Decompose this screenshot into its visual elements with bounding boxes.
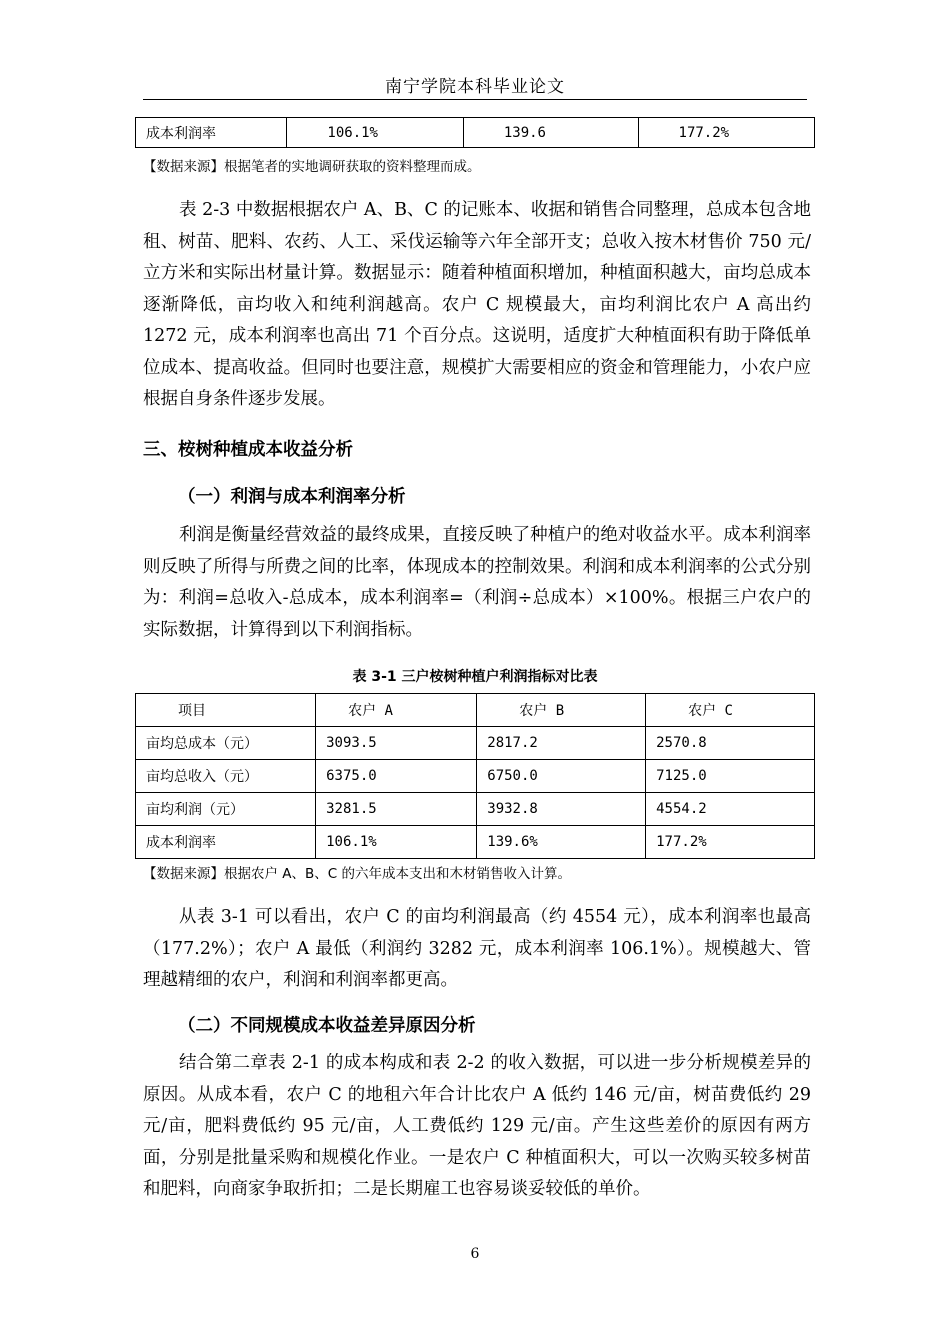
- table-cell: 4554.2: [646, 793, 815, 826]
- body-paragraph: 结合第二章表 2-1 的成本构成和表 2-2 的收入数据，可以进一步分析规模差异的原因。从成本看，农户 C 的地租六年合计比农户 A 低约 146 元/亩，树苗费低约 29 元/亩，肥料费低约 95 元/亩，人工费低约 129 元/亩。产生这些差价的原因有两方面，分别是批量采购和规模化作业。一是农户 C 种植面积大，可以一次购买较多树苗和肥料，向商家争取折扣；二是长期雇工也容易谈妥较低的单价。: [143, 1053, 811, 1199]
- subsection-heading: （二）不同规模成本收益差异原因分析: [178, 1016, 476, 1036]
- table-cell: 7125.0: [646, 760, 815, 793]
- table-cell: 亩均总收入（元）: [136, 760, 316, 793]
- table-cell: 3932.8: [477, 793, 646, 826]
- table-row: [136, 793, 815, 826]
- table-cell: 成本利润率: [136, 826, 316, 859]
- table-cell: 106.1%: [316, 826, 477, 859]
- table-continuation: [135, 117, 815, 148]
- table-row: [136, 118, 815, 148]
- table-cell: 139.6: [463, 118, 638, 148]
- table-cell: 2570.8: [646, 727, 815, 760]
- table-cell: 139.6%: [477, 826, 646, 859]
- header-rule: [143, 99, 807, 100]
- table-cell: 177.2%: [638, 118, 814, 148]
- table-caption: 表 3-1 三户桉树种植户利润指标对比表: [352, 669, 598, 685]
- table-cell: 2817.2: [477, 727, 646, 760]
- profit-table: [135, 693, 815, 859]
- body-paragraph: 表 2-3 中数据根据农户 A、B、C 的记账本、收据和销售合同整理，总成本包含地租、树苗、肥料、农药、人工、采伐运输等六年全部开支；总收入按木材售价 750 元/立方米和实际出材量计算。数据显示：随着种植面积增加，种植面积越大，亩均总成本逐渐降低，亩均收入和纯利润越高。农户 C 规模最大，亩均利润比农户 A 高出约 1272 元，成本利润率也高出 71 个百分点。这说明，适度扩大种植面积有助于降低单位成本、提高收益。但同时也要注意，规模扩大需要相应的资金和管理能力，小农户应根据自身条件逐步发展。: [143, 200, 811, 409]
- table-header-cell: 项目: [136, 694, 316, 727]
- section-heading: 三、桉树种植成本收益分析: [143, 440, 353, 460]
- table-cell: 亩均总成本（元）: [136, 727, 316, 760]
- body-paragraph: 利润是衡量经营效益的最终成果，直接反映了种植户的绝对收益水平。成本利润率则反映了所得与所费之间的比率，体现成本的控制效果。利润和成本利润率的公式分别为：利润=总收入-总成本，成本利润率=（利润÷总成本）×100%。根据三户农户的实际数据，计算得到以下利润指标。: [143, 525, 811, 640]
- table-source-note: 【数据来源】根据笔者的实地调研获取的资料整理而成。: [143, 159, 481, 175]
- table-header-cell: 农户 B: [477, 694, 646, 727]
- table-cell: 6375.0: [316, 760, 477, 793]
- table-row: [136, 826, 815, 859]
- subsection-heading: （一）利润与成本利润率分析: [178, 487, 406, 507]
- table-row: [136, 760, 815, 793]
- table-source-note: 【数据来源】根据农户 A、B、C 的六年成本支出和木材销售收入计算。: [143, 866, 572, 882]
- table-header-cell: 农户 C: [646, 694, 815, 727]
- table-cell: 106.1%: [287, 118, 463, 148]
- table-header-row: [136, 694, 815, 727]
- table-cell: 3093.5: [316, 727, 477, 760]
- table-row: [136, 727, 815, 760]
- table-cell: 6750.0: [477, 760, 646, 793]
- table-header-cell: 农户 A: [316, 694, 477, 727]
- body-paragraph: 从表 3-1 可以看出，农户 C 的亩均利润最高（约 4554 元），成本利润率也最高（177.2%）；农户 A 最低（利润约 3282 元，成本利润率 106.1%）。规模越大、管理越精细的农户，利润和利润率都更高。: [143, 907, 811, 990]
- table-cell: 亩均利润（元）: [136, 793, 316, 826]
- table-cell: 3281.5: [316, 793, 477, 826]
- page-number: 6: [470, 1246, 480, 1262]
- table-cell: 177.2%: [646, 826, 815, 859]
- table-cell: 成本利润率: [136, 118, 287, 148]
- running-header: 南宁学院本科毕业论文: [385, 77, 565, 97]
